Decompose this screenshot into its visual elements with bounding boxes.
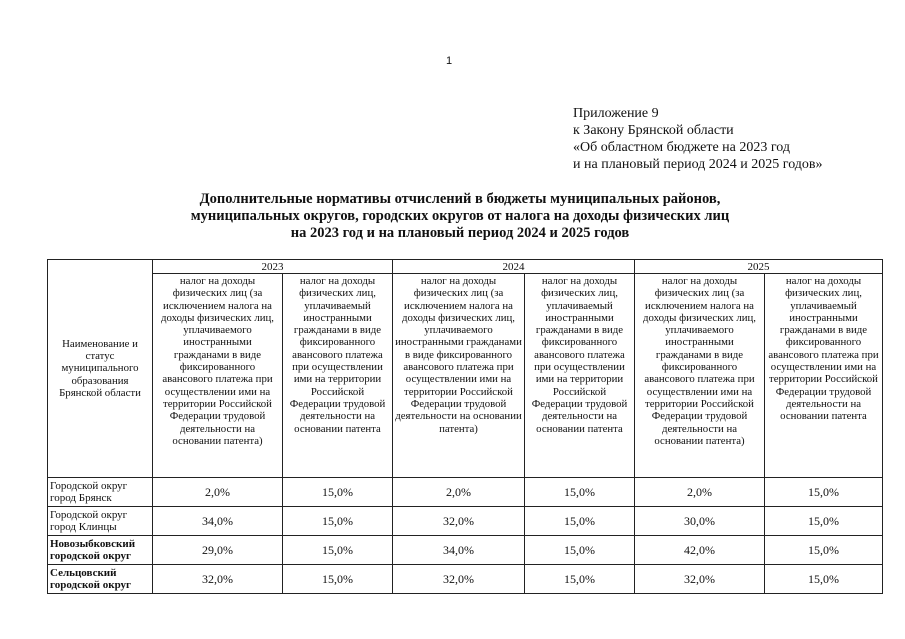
column-header: налог на доходы физических лиц, уплачиваемый иностранными гражданами в виде фиксированного авансового платежа при осуществлении ими на территории Российской Федерации трудовой деятельности на основании патента [765,274,883,478]
column-header: налог на доходы физических лиц, уплачиваемый иностранными гражданами в виде фиксированного авансового платежа при осуществлении ими на территории Российской Федерации трудовой деятельности на основании патента [283,274,393,478]
name-column-header: Наименование и статус муниципального образования Брянской области [48,260,153,478]
column-header: налог на доходы физических лиц (за исключением налога на доходы физических лиц, уплачиваемого иностранными гражданами в виде фиксированного авансового платежа при осуществлении ими на территории Российской Федерации трудовой деятельности на основании патента) [635,274,765,478]
year-header: 2023 [153,260,393,274]
municipality-name: Новозыбковский городской округ [48,536,153,565]
table-cell: 2,0% [393,478,525,507]
table-cell: 15,0% [525,507,635,536]
table-cell: 15,0% [525,536,635,565]
table-cell: 15,0% [765,536,883,565]
appendix-line: «Об областном бюджете на 2023 год [573,140,790,155]
table-cell: 32,0% [393,565,525,594]
title-line: на 2023 год и на плановый период 2024 и 2025 годов [290,225,630,241]
municipality-name: Городской округ город Брянск [48,478,153,507]
title-line: муниципальных округов, городских округов от налога на доходы физических лиц [190,208,730,224]
column-header-row [48,274,883,478]
table-cell: 15,0% [525,565,635,594]
table-cell: 15,0% [765,507,883,536]
municipality-name: Сельцовский городской округ [48,565,153,594]
table-cell: 15,0% [525,478,635,507]
municipality-name: Городской округ город Клинцы [48,507,153,536]
table-cell: 32,0% [393,507,525,536]
table-cell: 2,0% [635,478,765,507]
year-header-row [48,260,883,274]
appendix-line: Приложение 9 [573,106,659,121]
table-cell: 32,0% [153,565,283,594]
appendix-line: к Закону Брянской области [573,123,734,138]
standards-table [47,259,883,594]
table-cell: 15,0% [765,565,883,594]
table-cell: 34,0% [393,536,525,565]
year-header: 2024 [393,260,635,274]
table-cell: 42,0% [635,536,765,565]
appendix-line: и на плановый период 2024 и 2025 годов» [573,157,823,172]
page-number: 1 [446,55,453,67]
table-cell: 2,0% [153,478,283,507]
table-row [48,478,883,507]
title-line: Дополнительные нормативы отчислений в бюджеты муниципальных районов, [199,191,721,207]
document-title [150,191,770,242]
table-cell: 15,0% [765,478,883,507]
table-cell: 15,0% [283,478,393,507]
table-cell: 15,0% [283,565,393,594]
appendix-reference [573,105,823,173]
table-cell: 15,0% [283,536,393,565]
table-cell: 32,0% [635,565,765,594]
year-header: 2025 [635,260,883,274]
table-row [48,507,883,536]
table-cell: 34,0% [153,507,283,536]
table-cell: 29,0% [153,536,283,565]
column-header: налог на доходы физических лиц (за исключением налога на доходы физических лиц, уплачиваемого иностранными гражданами в виде фиксированного авансового платежа при осуществлении ими на территории Российской Федерации трудовой деятельности на основании патента) [153,274,283,478]
column-header: налог на доходы физических лиц (за исключением налога на доходы физических лиц, уплачиваемого иностранными гражданами в виде фиксированного авансового платежа при осуществлении ими на территории Российской Федерации трудовой деятельности на основании патента) [393,274,525,478]
table-row [48,565,883,594]
table-row [48,536,883,565]
table-cell: 30,0% [635,507,765,536]
column-header: налог на доходы физических лиц, уплачиваемый иностранными гражданами в виде фиксированного авансового платежа при осуществлении ими на территории Российской Федерации трудовой деятельности на основании патента [525,274,635,478]
table-cell: 15,0% [283,507,393,536]
